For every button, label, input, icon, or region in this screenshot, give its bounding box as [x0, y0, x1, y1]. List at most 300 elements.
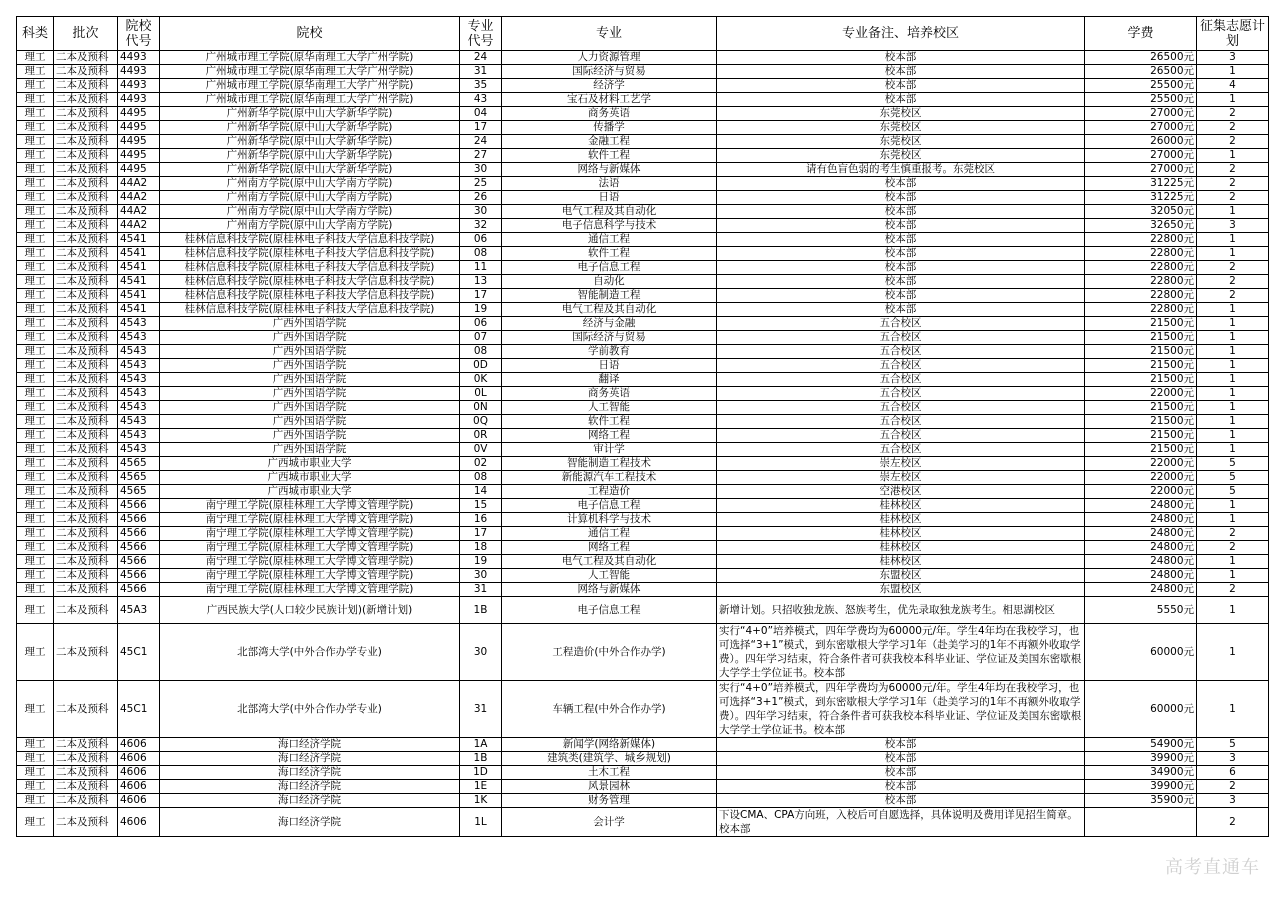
cell-school: 广州南方学院(原中山大学南方学院) [160, 177, 460, 191]
cell-school-code: 4566 [118, 569, 160, 583]
cell-notes: 五合校区 [717, 443, 1085, 457]
cell-tuition: 21500元 [1085, 373, 1197, 387]
cell-school-code: 4566 [118, 527, 160, 541]
cell-school-code: 4606 [118, 794, 160, 808]
cell-major: 通信工程 [502, 233, 717, 247]
cell-plan: 6 [1197, 766, 1269, 780]
table-row [17, 233, 1269, 247]
cell-batch: 二本及预科 [54, 373, 118, 387]
cell-major: 车辆工程(中外合作办学) [502, 681, 717, 738]
cell-school-code: 4543 [118, 443, 160, 457]
cell-major: 学前教育 [502, 345, 717, 359]
cell-category: 理工 [17, 624, 54, 681]
cell-major: 财务管理 [502, 794, 717, 808]
cell-major: 电子信息工程 [502, 597, 717, 624]
cell-major: 工程造价(中外合作办学) [502, 624, 717, 681]
cell-batch: 二本及预科 [54, 485, 118, 499]
cell-school-code: 44A2 [118, 191, 160, 205]
cell-notes: 校本部 [717, 177, 1085, 191]
cell-category: 理工 [17, 597, 54, 624]
cell-school: 桂林信息科技学院(原桂林电子科技大学信息科技学院) [160, 303, 460, 317]
cell-batch: 二本及预科 [54, 275, 118, 289]
cell-tuition: 21500元 [1085, 429, 1197, 443]
cell-notes: 校本部 [717, 766, 1085, 780]
cell-school-code: 4541 [118, 303, 160, 317]
cell-major: 电子信息工程 [502, 261, 717, 275]
cell-plan: 1 [1197, 93, 1269, 107]
cell-school-code: 4493 [118, 65, 160, 79]
table-row [17, 485, 1269, 499]
table-row [17, 513, 1269, 527]
cell-school: 海口经济学院 [160, 766, 460, 780]
cell-school-code: 4543 [118, 331, 160, 345]
cell-notes: 五合校区 [717, 359, 1085, 373]
table-row [17, 177, 1269, 191]
cell-major: 计算机科学与技术 [502, 513, 717, 527]
cell-batch: 二本及预科 [54, 429, 118, 443]
cell-batch: 二本及预科 [54, 794, 118, 808]
cell-tuition: 54900元 [1085, 738, 1197, 752]
cell-tuition: 32650元 [1085, 219, 1197, 233]
cell-major-code: 1D [460, 766, 502, 780]
cell-notes: 校本部 [717, 51, 1085, 65]
cell-batch: 二本及预科 [54, 303, 118, 317]
cell-notes: 校本部 [717, 738, 1085, 752]
cell-school: 广西城市职业大学 [160, 485, 460, 499]
cell-category: 理工 [17, 107, 54, 121]
cell-school: 广西外国语学院 [160, 331, 460, 345]
cell-batch: 二本及预科 [54, 331, 118, 345]
cell-major-code: 0L [460, 387, 502, 401]
table-row [17, 471, 1269, 485]
cell-plan: 1 [1197, 499, 1269, 513]
cell-school: 北部湾大学(中外合作办学专业) [160, 624, 460, 681]
header-school: 院校 [160, 17, 460, 51]
cell-school-code: 4495 [118, 149, 160, 163]
cell-batch: 二本及预科 [54, 121, 118, 135]
cell-tuition: 5550元 [1085, 597, 1197, 624]
cell-school: 广州城市理工学院(原华南理工大学广州学院) [160, 93, 460, 107]
cell-notes: 校本部 [717, 289, 1085, 303]
cell-plan: 3 [1197, 752, 1269, 766]
cell-major-code: 26 [460, 191, 502, 205]
cell-notes: 五合校区 [717, 373, 1085, 387]
cell-major-code: 30 [460, 569, 502, 583]
cell-category: 理工 [17, 233, 54, 247]
table-row [17, 79, 1269, 93]
cell-school: 海口经济学院 [160, 794, 460, 808]
cell-tuition: 24800元 [1085, 569, 1197, 583]
cell-plan: 5 [1197, 457, 1269, 471]
table-row [17, 205, 1269, 219]
cell-major: 商务英语 [502, 107, 717, 121]
cell-plan: 2 [1197, 583, 1269, 597]
cell-batch: 二本及预科 [54, 261, 118, 275]
cell-plan: 1 [1197, 149, 1269, 163]
cell-school-code: 4606 [118, 780, 160, 794]
cell-category: 理工 [17, 429, 54, 443]
cell-notes: 东莞校区 [717, 135, 1085, 149]
cell-batch: 二本及预科 [54, 738, 118, 752]
header-batch: 批次 [54, 17, 118, 51]
cell-tuition: 22800元 [1085, 303, 1197, 317]
cell-tuition: 24800元 [1085, 513, 1197, 527]
cell-major: 土木工程 [502, 766, 717, 780]
cell-batch: 二本及预科 [54, 107, 118, 121]
cell-batch: 二本及预科 [54, 583, 118, 597]
cell-major-code: 0V [460, 443, 502, 457]
cell-plan: 2 [1197, 107, 1269, 121]
cell-batch: 二本及预科 [54, 597, 118, 624]
cell-tuition: 27000元 [1085, 163, 1197, 177]
cell-plan: 1 [1197, 401, 1269, 415]
cell-major: 会计学 [502, 808, 717, 837]
cell-school-code: 4543 [118, 373, 160, 387]
cell-major: 金融工程 [502, 135, 717, 149]
cell-plan: 3 [1197, 794, 1269, 808]
cell-tuition: 22800元 [1085, 275, 1197, 289]
cell-major: 智能制造工程技术 [502, 457, 717, 471]
cell-tuition: 24800元 [1085, 541, 1197, 555]
cell-batch: 二本及预科 [54, 317, 118, 331]
cell-tuition: 25500元 [1085, 79, 1197, 93]
cell-batch: 二本及预科 [54, 569, 118, 583]
cell-major-code: 1L [460, 808, 502, 837]
header-major: 专业 [502, 17, 717, 51]
cell-notes: 桂林校区 [717, 513, 1085, 527]
cell-category: 理工 [17, 738, 54, 752]
cell-category: 理工 [17, 569, 54, 583]
cell-batch: 二本及预科 [54, 555, 118, 569]
cell-major: 经济与金融 [502, 317, 717, 331]
cell-plan: 1 [1197, 569, 1269, 583]
cell-batch: 二本及预科 [54, 135, 118, 149]
cell-plan: 1 [1197, 373, 1269, 387]
cell-notes: 五合校区 [717, 429, 1085, 443]
cell-plan: 5 [1197, 485, 1269, 499]
cell-notes: 校本部 [717, 752, 1085, 766]
cell-notes: 桂林校区 [717, 499, 1085, 513]
cell-tuition: 21500元 [1085, 359, 1197, 373]
cell-category: 理工 [17, 583, 54, 597]
cell-batch: 二本及预科 [54, 780, 118, 794]
cell-major-code: 15 [460, 499, 502, 513]
cell-major-code: 08 [460, 247, 502, 261]
cell-major: 软件工程 [502, 247, 717, 261]
cell-major-code: 04 [460, 107, 502, 121]
cell-school: 广西外国语学院 [160, 429, 460, 443]
cell-major: 日语 [502, 191, 717, 205]
cell-batch: 二本及预科 [54, 51, 118, 65]
cell-school-code: 4543 [118, 429, 160, 443]
cell-category: 理工 [17, 527, 54, 541]
cell-school: 南宁理工学院(原桂林理工大学博文管理学院) [160, 527, 460, 541]
cell-notes: 东莞校区 [717, 107, 1085, 121]
table-row [17, 303, 1269, 317]
cell-category: 理工 [17, 247, 54, 261]
cell-plan: 1 [1197, 513, 1269, 527]
cell-notes: 校本部 [717, 794, 1085, 808]
table-row [17, 555, 1269, 569]
cell-major: 建筑类(建筑学、城乡规划) [502, 752, 717, 766]
cell-major-code: 0D [460, 359, 502, 373]
cell-school: 海口经济学院 [160, 738, 460, 752]
cell-tuition: 22800元 [1085, 261, 1197, 275]
cell-category: 理工 [17, 317, 54, 331]
cell-major-code: 19 [460, 555, 502, 569]
cell-school-code: 45A3 [118, 597, 160, 624]
table-body [17, 51, 1269, 837]
cell-plan: 1 [1197, 247, 1269, 261]
cell-school-code: 4541 [118, 289, 160, 303]
table-header-row [17, 17, 1269, 51]
cell-major: 审计学 [502, 443, 717, 457]
cell-tuition [1085, 808, 1197, 837]
cell-category: 理工 [17, 373, 54, 387]
cell-major: 电气工程及其自动化 [502, 555, 717, 569]
cell-tuition: 22000元 [1085, 485, 1197, 499]
cell-notes: 校本部 [717, 93, 1085, 107]
cell-plan: 2 [1197, 163, 1269, 177]
cell-school-code: 4495 [118, 121, 160, 135]
table-row [17, 583, 1269, 597]
cell-notes: 五合校区 [717, 331, 1085, 345]
cell-batch: 二本及预科 [54, 345, 118, 359]
cell-school: 桂林信息科技学院(原桂林电子科技大学信息科技学院) [160, 275, 460, 289]
table-row [17, 624, 1269, 681]
cell-major-code: 06 [460, 317, 502, 331]
cell-major-code: 0K [460, 373, 502, 387]
cell-major-code: 30 [460, 205, 502, 219]
cell-category: 理工 [17, 387, 54, 401]
cell-notes: 五合校区 [717, 345, 1085, 359]
table-row [17, 135, 1269, 149]
cell-school-code: 44A2 [118, 219, 160, 233]
cell-school-code: 4493 [118, 93, 160, 107]
table-row [17, 541, 1269, 555]
cell-tuition: 35900元 [1085, 794, 1197, 808]
cell-school: 广西外国语学院 [160, 359, 460, 373]
cell-batch: 二本及预科 [54, 513, 118, 527]
cell-school-code: 4543 [118, 345, 160, 359]
cell-school-code: 4566 [118, 513, 160, 527]
cell-plan: 5 [1197, 471, 1269, 485]
table-row [17, 499, 1269, 513]
cell-school: 桂林信息科技学院(原桂林电子科技大学信息科技学院) [160, 289, 460, 303]
cell-category: 理工 [17, 261, 54, 275]
cell-school-code: 4566 [118, 541, 160, 555]
cell-school: 广西外国语学院 [160, 317, 460, 331]
cell-plan: 1 [1197, 681, 1269, 738]
cell-category: 理工 [17, 359, 54, 373]
cell-batch: 二本及预科 [54, 443, 118, 457]
cell-major-code: 24 [460, 135, 502, 149]
cell-major: 工程造价 [502, 485, 717, 499]
cell-school: 海口经济学院 [160, 808, 460, 837]
cell-school-code: 44A2 [118, 205, 160, 219]
cell-school: 广西城市职业大学 [160, 471, 460, 485]
cell-school: 广西城市职业大学 [160, 457, 460, 471]
cell-category: 理工 [17, 443, 54, 457]
cell-school: 广州南方学院(原中山大学南方学院) [160, 219, 460, 233]
cell-category: 理工 [17, 177, 54, 191]
cell-category: 理工 [17, 65, 54, 79]
cell-batch: 二本及预科 [54, 205, 118, 219]
cell-notes: 东莞校区 [717, 121, 1085, 135]
cell-plan: 1 [1197, 331, 1269, 345]
cell-major-code: 17 [460, 527, 502, 541]
cell-notes: 桂林校区 [717, 541, 1085, 555]
cell-major: 法语 [502, 177, 717, 191]
cell-tuition: 24800元 [1085, 527, 1197, 541]
cell-plan: 1 [1197, 205, 1269, 219]
table-row [17, 65, 1269, 79]
cell-school: 桂林信息科技学院(原桂林电子科技大学信息科技学院) [160, 233, 460, 247]
cell-major-code: 27 [460, 149, 502, 163]
cell-school: 海口经济学院 [160, 752, 460, 766]
table-row [17, 752, 1269, 766]
cell-school-code: 4495 [118, 135, 160, 149]
cell-school: 广西外国语学院 [160, 387, 460, 401]
cell-notes: 请有色盲色弱的考生慎重报考。东莞校区 [717, 163, 1085, 177]
cell-plan: 1 [1197, 624, 1269, 681]
cell-major-code: 08 [460, 471, 502, 485]
cell-school-code: 4541 [118, 233, 160, 247]
cell-notes: 新增计划。只招收独龙族、怒族考生，优先录取独龙族考生。相思湖校区 [717, 597, 1085, 624]
cell-tuition: 21500元 [1085, 317, 1197, 331]
table-row [17, 107, 1269, 121]
table-row [17, 331, 1269, 345]
cell-batch: 二本及预科 [54, 359, 118, 373]
cell-category: 理工 [17, 808, 54, 837]
cell-major: 网络工程 [502, 429, 717, 443]
cell-notes: 桂林校区 [717, 527, 1085, 541]
cell-school: 广州新华学院(原中山大学新华学院) [160, 107, 460, 121]
cell-notes: 崇左校区 [717, 457, 1085, 471]
cell-school: 南宁理工学院(原桂林理工大学博文管理学院) [160, 541, 460, 555]
cell-major: 经济学 [502, 79, 717, 93]
table-row [17, 261, 1269, 275]
cell-plan: 1 [1197, 65, 1269, 79]
cell-tuition: 60000元 [1085, 681, 1197, 738]
cell-category: 理工 [17, 513, 54, 527]
cell-category: 理工 [17, 766, 54, 780]
table-row [17, 51, 1269, 65]
cell-plan: 2 [1197, 135, 1269, 149]
cell-notes: 空港校区 [717, 485, 1085, 499]
cell-major-code: 32 [460, 219, 502, 233]
cell-major-code: 30 [460, 624, 502, 681]
table-row [17, 597, 1269, 624]
cell-major: 商务英语 [502, 387, 717, 401]
cell-major: 电子信息科学与技术 [502, 219, 717, 233]
cell-school-code: 4543 [118, 359, 160, 373]
cell-school-code: 4566 [118, 583, 160, 597]
cell-school: 桂林信息科技学院(原桂林电子科技大学信息科技学院) [160, 247, 460, 261]
cell-major: 人工智能 [502, 401, 717, 415]
cell-school: 广西外国语学院 [160, 345, 460, 359]
cell-major-code: 1B [460, 752, 502, 766]
cell-batch: 二本及预科 [54, 766, 118, 780]
cell-school-code: 4495 [118, 107, 160, 121]
table-row [17, 191, 1269, 205]
cell-batch: 二本及预科 [54, 499, 118, 513]
cell-category: 理工 [17, 51, 54, 65]
cell-school: 南宁理工学院(原桂林理工大学博文管理学院) [160, 499, 460, 513]
cell-major-code: 16 [460, 513, 502, 527]
cell-tuition: 26000元 [1085, 135, 1197, 149]
cell-plan: 3 [1197, 51, 1269, 65]
cell-school-code: 4543 [118, 401, 160, 415]
cell-category: 理工 [17, 401, 54, 415]
table-row [17, 527, 1269, 541]
cell-batch: 二本及预科 [54, 457, 118, 471]
table-row [17, 766, 1269, 780]
cell-category: 理工 [17, 121, 54, 135]
cell-school: 南宁理工学院(原桂林理工大学博文管理学院) [160, 583, 460, 597]
cell-major: 宝石及材料工艺学 [502, 93, 717, 107]
cell-school-code: 4543 [118, 415, 160, 429]
cell-school-code: 4541 [118, 247, 160, 261]
cell-category: 理工 [17, 457, 54, 471]
cell-major-code: 24 [460, 51, 502, 65]
cell-major-code: 17 [460, 121, 502, 135]
cell-major: 自动化 [502, 275, 717, 289]
cell-category: 理工 [17, 345, 54, 359]
cell-batch: 二本及预科 [54, 415, 118, 429]
cell-tuition: 24800元 [1085, 555, 1197, 569]
table-row [17, 401, 1269, 415]
cell-school-code: 4566 [118, 555, 160, 569]
header-tuition: 学费 [1085, 17, 1197, 51]
table-row [17, 738, 1269, 752]
cell-notes: 五合校区 [717, 317, 1085, 331]
cell-major-code: 31 [460, 65, 502, 79]
cell-major-code: 1K [460, 794, 502, 808]
table-row [17, 317, 1269, 331]
cell-major-code: 13 [460, 275, 502, 289]
table-row [17, 443, 1269, 457]
cell-school-code: 45C1 [118, 624, 160, 681]
cell-batch: 二本及预科 [54, 93, 118, 107]
cell-major: 翻译 [502, 373, 717, 387]
cell-major-code: 1B [460, 597, 502, 624]
cell-school: 广西外国语学院 [160, 415, 460, 429]
cell-major: 人工智能 [502, 569, 717, 583]
cell-category: 理工 [17, 303, 54, 317]
cell-batch: 二本及预科 [54, 79, 118, 93]
cell-tuition: 60000元 [1085, 624, 1197, 681]
cell-category: 理工 [17, 555, 54, 569]
cell-school: 南宁理工学院(原桂林理工大学博文管理学院) [160, 555, 460, 569]
cell-plan: 2 [1197, 261, 1269, 275]
cell-plan: 1 [1197, 317, 1269, 331]
cell-tuition: 31225元 [1085, 191, 1197, 205]
cell-plan: 1 [1197, 415, 1269, 429]
cell-notes: 东盟校区 [717, 583, 1085, 597]
cell-category: 理工 [17, 79, 54, 93]
cell-batch: 二本及预科 [54, 289, 118, 303]
cell-school: 广州城市理工学院(原华南理工大学广州学院) [160, 65, 460, 79]
cell-major-code: 31 [460, 583, 502, 597]
cell-batch: 二本及预科 [54, 149, 118, 163]
cell-notes: 校本部 [717, 780, 1085, 794]
cell-tuition: 26500元 [1085, 65, 1197, 79]
cell-category: 理工 [17, 752, 54, 766]
table-row [17, 780, 1269, 794]
cell-tuition: 27000元 [1085, 121, 1197, 135]
cell-notes: 校本部 [717, 275, 1085, 289]
